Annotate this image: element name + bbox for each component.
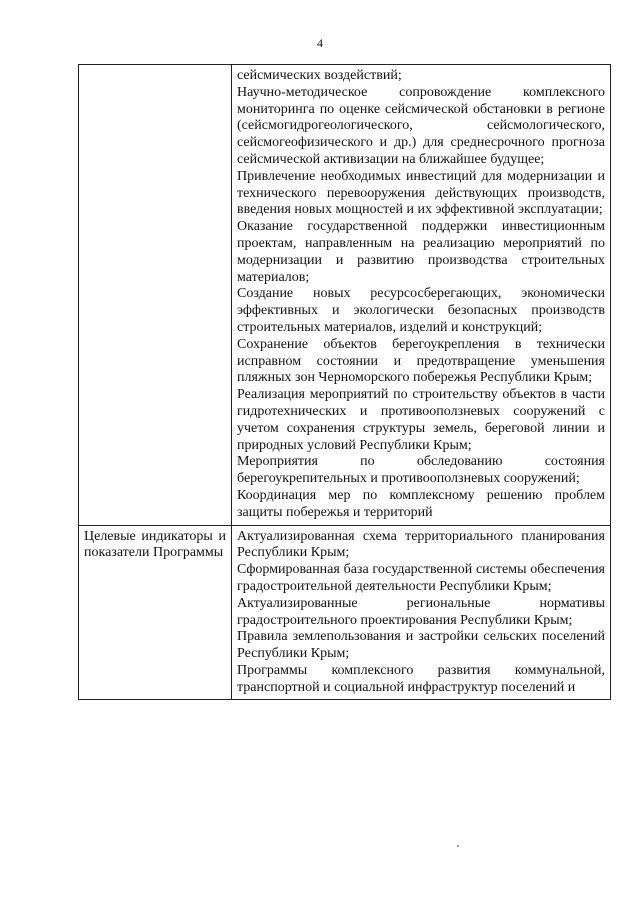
paragraph: Реализация мероприятий по строительству объектов в части гидротехнических и противооползневых сооружений с учетом сохранения структуры земель, береговой линии и природных условий Республики Крым; bbox=[237, 387, 605, 453]
paragraph: Сохранение объектов берегоукрепления в технически исправном состоянии и предотвращение уменьшения пляжных зон Черноморского побережья Республики Крым; bbox=[237, 336, 605, 386]
table-row bbox=[79, 65, 611, 526]
page-number: 4 bbox=[317, 36, 323, 50]
table-cell-right bbox=[232, 525, 611, 700]
table-row bbox=[79, 525, 611, 700]
paragraph: Сформированная база государственной системы обеспечения градостроительной деятельности Республики Крым; bbox=[237, 562, 605, 594]
paragraph: Создание новых ресурсосберегающих, экономически эффективных и экологически безопасных производств строительных материалов, изделий и конструкций; bbox=[237, 286, 605, 335]
paragraph: Правила землепользования и застройки сельских поселений Республики Крым; bbox=[237, 629, 605, 662]
paragraph: Актуализированная схема территориального планирования Республики Крым; bbox=[237, 528, 605, 561]
paragraph: Актуализированные региональные нормативы градостроительного проектирования Республики Крым; bbox=[237, 595, 605, 628]
program-passport-table bbox=[78, 64, 611, 700]
table-cell-left bbox=[79, 65, 232, 526]
scan-speck bbox=[457, 845, 459, 847]
paragraph: Программы комплексного развития коммунальной, транспортной и социальной инфраструктур поселений и bbox=[237, 662, 605, 695]
table-cell-left bbox=[79, 525, 232, 700]
paragraph: Координация мер по комплексному решению проблем защиты побережья и территорий bbox=[237, 487, 605, 520]
paragraph: Оказание государственной поддержки инвестиционным проектам, направленным на реализацию мероприятий по модернизации и развитию производства строительных материалов; bbox=[237, 219, 605, 285]
row-label: Целевые индикаторы и показатели Программы bbox=[84, 528, 226, 561]
table-cell-right bbox=[232, 65, 611, 526]
paragraph: Привлечение необходимых инвестиций для модернизации и технического перевооружения действующих производств, введения новых мощностей и их эффективной эксплуатации; bbox=[237, 168, 605, 218]
paragraph: сейсмических воздействий; bbox=[237, 68, 402, 83]
paragraph: Научно-методическое сопровождение комплексного мониторинга по оценке сейсмической обстановки в регионе (сейсмогидрогеологического, сейсмологического, сейсмогеофизического и др.) для среднесрочного прогноза сейсмической активизации на ближайшее будущее; bbox=[237, 84, 605, 167]
paragraph: Мероприятия по обследованию состояния берегоукрепительных и противооползневых сооружений; bbox=[237, 454, 605, 487]
